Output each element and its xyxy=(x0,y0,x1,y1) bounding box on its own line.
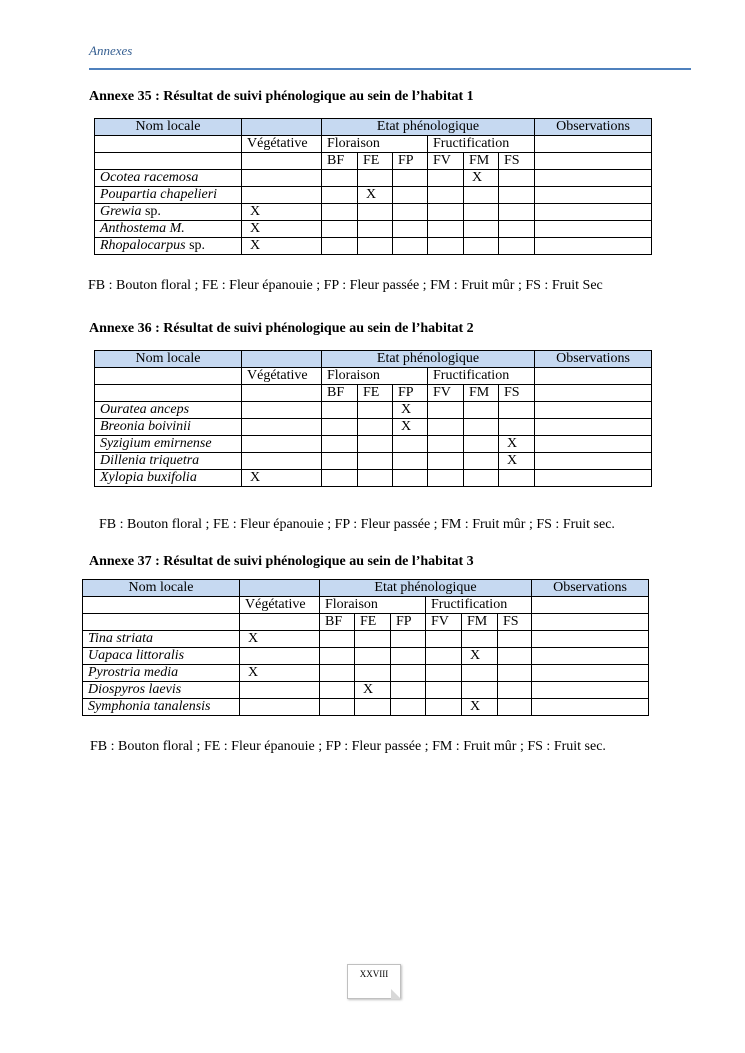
cell-observation xyxy=(535,419,652,436)
cell-empty xyxy=(242,436,322,453)
cell-empty xyxy=(499,238,535,255)
caption-annexe-37: Annexe 37 : Résultat de suivi phénologique au sein de l’habitat 3 xyxy=(89,554,474,569)
cell-mark-vegetative: X xyxy=(242,238,322,255)
table-row xyxy=(83,665,649,682)
header-fs: FS xyxy=(499,385,535,402)
page-number-box xyxy=(347,964,401,999)
header-etat-phenologique: Etat phénologique xyxy=(322,119,535,136)
species-italic: Dillenia triquetra xyxy=(100,453,200,468)
header-observations: Observations xyxy=(532,580,649,597)
cell-blank xyxy=(532,597,649,614)
species-name xyxy=(95,402,242,419)
cell-blank xyxy=(95,385,242,402)
species-name xyxy=(95,453,242,470)
cell-empty xyxy=(462,682,498,699)
cell-empty xyxy=(358,238,393,255)
cell-empty xyxy=(498,699,532,716)
species-name xyxy=(95,419,242,436)
cell-empty xyxy=(322,221,358,238)
species-italic: Grewia xyxy=(100,204,142,219)
species-name xyxy=(95,221,242,238)
cell-mark-fp: X xyxy=(393,419,428,436)
legend-annexe-36: FB : Bouton floral ; FE : Fleur épanouie ; FP : Fleur passée ; FM : Fruit mûr ; FS : Fruit sec. xyxy=(99,517,615,532)
species-italic: Xylopia buxifolia xyxy=(100,470,197,485)
page-number: XXVIII xyxy=(359,969,389,979)
cell-empty xyxy=(393,170,428,187)
cell-observation xyxy=(532,665,649,682)
cell-observation xyxy=(535,170,652,187)
cell-empty xyxy=(464,436,499,453)
header-blank xyxy=(242,119,322,136)
header-fv: FV xyxy=(428,153,464,170)
cell-blank xyxy=(95,153,242,170)
table-row xyxy=(95,419,652,436)
cell-empty xyxy=(499,187,535,204)
table-row xyxy=(95,402,652,419)
cell-empty xyxy=(322,453,358,470)
table-row xyxy=(95,453,652,470)
header-fs: FS xyxy=(498,614,532,631)
species-italic: Ouratea anceps xyxy=(100,402,190,417)
header-fp: FP xyxy=(391,614,426,631)
cell-blank xyxy=(532,614,649,631)
caption-annexe-36: Annexe 36 : Résultat de suivi phénologique au sein de l’habitat 2 xyxy=(89,321,474,336)
cell-mark-vegetative: X xyxy=(242,470,322,487)
running-header: Annexes xyxy=(89,43,133,58)
cell-mark-fp: X xyxy=(393,402,428,419)
cell-observation xyxy=(535,221,652,238)
cell-empty xyxy=(428,204,464,221)
species-italic: Rhopalocarpus xyxy=(100,238,186,253)
cell-empty xyxy=(428,436,464,453)
cell-empty xyxy=(242,453,322,470)
cell-empty xyxy=(428,238,464,255)
header-fp: FP xyxy=(393,153,428,170)
cell-empty xyxy=(358,436,393,453)
page-fold-icon xyxy=(391,989,401,999)
cell-empty xyxy=(499,419,535,436)
cell-empty xyxy=(393,436,428,453)
cell-empty xyxy=(391,648,426,665)
cell-observation xyxy=(532,631,649,648)
cell-empty xyxy=(498,665,532,682)
cell-mark-vegetative: X xyxy=(242,221,322,238)
species-suffix: sp. xyxy=(141,204,161,219)
table-stage-row xyxy=(95,153,652,170)
species-italic: Symphonia tanalensis xyxy=(88,699,211,714)
cell-blank xyxy=(240,614,320,631)
cell-empty xyxy=(426,682,462,699)
cell-empty xyxy=(464,402,499,419)
header-bf: BF xyxy=(322,385,358,402)
cell-empty xyxy=(499,470,535,487)
cell-empty xyxy=(240,648,320,665)
cell-empty xyxy=(498,648,532,665)
cell-empty xyxy=(320,648,355,665)
species-italic: Uapaca littoralis xyxy=(88,648,185,663)
cell-mark-fe: X xyxy=(358,187,393,204)
header-fv: FV xyxy=(426,614,462,631)
header-etat-phenologique: Etat phénologique xyxy=(320,580,532,597)
header-rule xyxy=(89,68,691,70)
cell-empty xyxy=(322,187,358,204)
species-name xyxy=(95,436,242,453)
cell-observation xyxy=(532,699,649,716)
cell-empty xyxy=(428,402,464,419)
cell-empty xyxy=(464,187,499,204)
species-italic: Tina striata xyxy=(88,631,153,646)
header-vegetative: Végétative xyxy=(240,597,320,614)
cell-mark-fm: X xyxy=(462,648,498,665)
cell-blank xyxy=(83,614,240,631)
cell-empty xyxy=(428,170,464,187)
cell-mark-vegetative: X xyxy=(240,631,320,648)
header-fe: FE xyxy=(358,385,393,402)
cell-blank xyxy=(95,368,242,385)
header-vegetative: Végétative xyxy=(242,368,322,385)
species-name xyxy=(83,682,240,699)
species-italic: Ocotea racemosa xyxy=(100,170,199,185)
cell-empty xyxy=(426,665,462,682)
cell-empty xyxy=(393,204,428,221)
cell-empty xyxy=(428,419,464,436)
cell-empty xyxy=(358,419,393,436)
cell-empty xyxy=(242,419,322,436)
cell-empty xyxy=(320,682,355,699)
cell-empty xyxy=(355,665,391,682)
cell-observation xyxy=(535,402,652,419)
species-italic: Diospyros laevis xyxy=(88,682,182,697)
header-bf: BF xyxy=(322,153,358,170)
cell-empty xyxy=(464,419,499,436)
cell-empty xyxy=(498,631,532,648)
header-fm: FM xyxy=(464,385,499,402)
species-suffix: sp. xyxy=(185,238,206,253)
cell-empty xyxy=(426,631,462,648)
cell-mark-vegetative: X xyxy=(242,204,322,221)
cell-observation xyxy=(535,204,652,221)
cell-mark-vegetative: X xyxy=(240,665,320,682)
cell-empty xyxy=(464,470,499,487)
header-fm: FM xyxy=(462,614,498,631)
header-fs: FS xyxy=(499,153,535,170)
table-row xyxy=(83,682,649,699)
cell-empty xyxy=(322,238,358,255)
cell-empty xyxy=(240,699,320,716)
cell-empty xyxy=(393,187,428,204)
header-blank xyxy=(242,351,322,368)
species-italic: Anthostema M. xyxy=(100,221,185,236)
legend-annexe-35: FB : Bouton floral ; FE : Fleur épanouie ; FP : Fleur passée ; FM : Fruit mûr ; FS : Fruit Sec xyxy=(88,278,603,293)
cell-empty xyxy=(240,682,320,699)
cell-blank xyxy=(95,136,242,153)
header-vegetative: Végétative xyxy=(242,136,322,153)
cell-observation xyxy=(532,682,649,699)
header-bf: BF xyxy=(320,614,355,631)
table-stage-row xyxy=(95,385,652,402)
cell-observation xyxy=(535,470,652,487)
cell-empty xyxy=(464,221,499,238)
cell-observation xyxy=(535,453,652,470)
cell-blank xyxy=(535,136,652,153)
cell-empty xyxy=(242,402,322,419)
cell-empty xyxy=(499,204,535,221)
cell-empty xyxy=(320,665,355,682)
species-italic: Pyrostria media xyxy=(88,665,179,680)
cell-empty xyxy=(393,221,428,238)
cell-mark-fs: X xyxy=(499,436,535,453)
header-fe: FE xyxy=(358,153,393,170)
header-observations: Observations xyxy=(535,351,652,368)
species-name xyxy=(83,665,240,682)
table-row xyxy=(95,204,652,221)
header-floraison: Floraison xyxy=(322,368,428,385)
cell-empty xyxy=(464,204,499,221)
cell-blank xyxy=(535,153,652,170)
header-observations: Observations xyxy=(535,119,652,136)
header-floraison: Floraison xyxy=(322,136,428,153)
cell-empty xyxy=(355,631,391,648)
cell-empty xyxy=(428,470,464,487)
header-fm: FM xyxy=(464,153,499,170)
cell-empty xyxy=(391,699,426,716)
header-fructification: Fructification xyxy=(428,368,535,385)
header-fe: FE xyxy=(355,614,391,631)
phenology-table-habitat-1 xyxy=(94,118,652,255)
table-row xyxy=(83,631,649,648)
cell-empty xyxy=(428,221,464,238)
header-fv: FV xyxy=(428,385,464,402)
species-name xyxy=(83,699,240,716)
species-name xyxy=(95,238,242,255)
table-row xyxy=(83,699,649,716)
cell-blank xyxy=(83,597,240,614)
cell-empty xyxy=(428,453,464,470)
cell-empty xyxy=(358,221,393,238)
table-subheader-row xyxy=(95,136,652,153)
cell-empty xyxy=(426,648,462,665)
header-fructification: Fructification xyxy=(426,597,532,614)
cell-mark-fm: X xyxy=(462,699,498,716)
species-name xyxy=(95,187,242,204)
cell-empty xyxy=(322,436,358,453)
table-stage-row xyxy=(83,614,649,631)
cell-empty xyxy=(499,221,535,238)
caption-annexe-35: Annexe 35 : Résultat de suivi phénologique au sein de l’habitat 1 xyxy=(89,89,474,104)
cell-empty xyxy=(358,470,393,487)
header-nom-locale: Nom locale xyxy=(95,119,242,136)
header-nom-locale: Nom locale xyxy=(83,580,240,597)
cell-empty xyxy=(242,170,322,187)
cell-observation xyxy=(535,187,652,204)
table-row xyxy=(83,648,649,665)
cell-empty xyxy=(462,665,498,682)
header-nom-locale: Nom locale xyxy=(95,351,242,368)
cell-empty xyxy=(358,170,393,187)
cell-empty xyxy=(320,699,355,716)
table-subheader-row xyxy=(95,368,652,385)
header-etat-phenologique: Etat phénologique xyxy=(322,351,535,368)
cell-blank xyxy=(242,153,322,170)
species-italic: Poupartia chapelieri xyxy=(100,187,218,202)
cell-empty xyxy=(355,699,391,716)
cell-empty xyxy=(498,682,532,699)
cell-empty xyxy=(462,631,498,648)
phenology-table-habitat-2 xyxy=(94,350,652,487)
cell-empty xyxy=(393,470,428,487)
cell-empty xyxy=(322,470,358,487)
cell-empty xyxy=(322,204,358,221)
cell-empty xyxy=(322,170,358,187)
table-row xyxy=(95,187,652,204)
table-header-row xyxy=(95,351,652,368)
species-italic: Breonia boivinii xyxy=(100,419,191,434)
table-row xyxy=(95,470,652,487)
table-header-row xyxy=(95,119,652,136)
header-blank xyxy=(240,580,320,597)
cell-empty xyxy=(391,631,426,648)
species-name xyxy=(95,470,242,487)
cell-empty xyxy=(499,402,535,419)
cell-empty xyxy=(464,238,499,255)
legend-annexe-37: FB : Bouton floral ; FE : Fleur épanouie ; FP : Fleur passée ; FM : Fruit mûr ; FS : Fruit sec. xyxy=(90,739,606,754)
species-name xyxy=(95,170,242,187)
cell-empty xyxy=(391,665,426,682)
table-row xyxy=(95,170,652,187)
cell-mark-fe: X xyxy=(355,682,391,699)
cell-empty xyxy=(428,187,464,204)
cell-mark-fm: X xyxy=(464,170,499,187)
cell-empty xyxy=(358,204,393,221)
cell-empty xyxy=(322,402,358,419)
cell-observation xyxy=(535,238,652,255)
header-fructification: Fructification xyxy=(428,136,535,153)
cell-empty xyxy=(322,419,358,436)
cell-blank xyxy=(535,385,652,402)
cell-empty xyxy=(464,453,499,470)
cell-empty xyxy=(393,453,428,470)
species-name xyxy=(95,204,242,221)
cell-mark-fs: X xyxy=(499,453,535,470)
table-header-row xyxy=(83,580,649,597)
species-name xyxy=(83,631,240,648)
cell-empty xyxy=(391,682,426,699)
cell-blank xyxy=(242,385,322,402)
table-row xyxy=(95,221,652,238)
cell-empty xyxy=(358,453,393,470)
table-row xyxy=(95,238,652,255)
cell-empty xyxy=(358,402,393,419)
cell-empty xyxy=(499,170,535,187)
cell-empty xyxy=(426,699,462,716)
header-fp: FP xyxy=(393,385,428,402)
species-italic: Syzigium emirnense xyxy=(100,436,212,451)
cell-observation xyxy=(532,648,649,665)
cell-empty xyxy=(242,187,322,204)
species-name xyxy=(83,648,240,665)
header-floraison: Floraison xyxy=(320,597,426,614)
cell-empty xyxy=(320,631,355,648)
cell-blank xyxy=(535,368,652,385)
table-subheader-row xyxy=(83,597,649,614)
cell-observation xyxy=(535,436,652,453)
cell-empty xyxy=(355,648,391,665)
table-row xyxy=(95,436,652,453)
cell-empty xyxy=(393,238,428,255)
phenology-table-habitat-3 xyxy=(82,579,649,716)
